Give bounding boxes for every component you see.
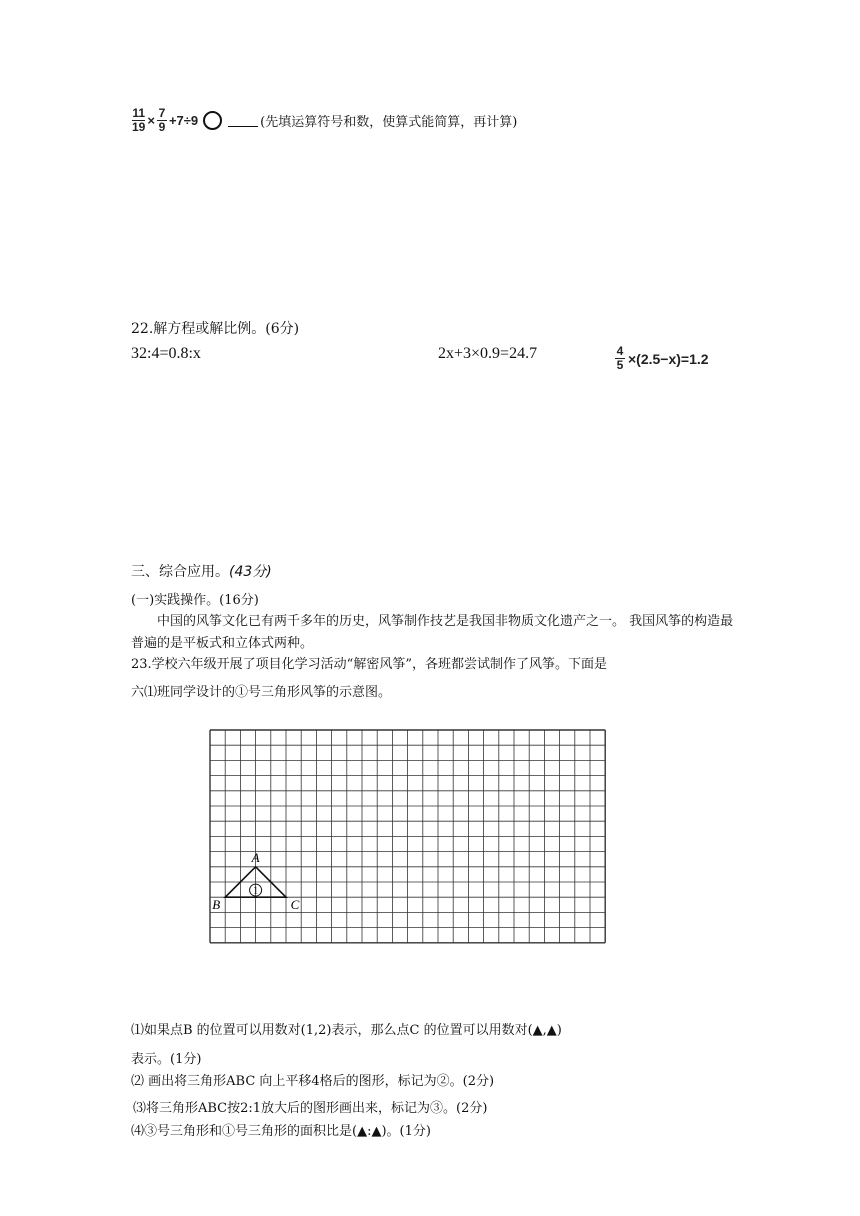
fraction-numerator: 7 [158, 105, 166, 120]
q23-line-1: 23.学校六年级开展了项目化学习活动“解密风筝”，各班都尝试制作了风筝。下面是 [131, 657, 607, 672]
number-answer-blank[interactable] [228, 114, 258, 127]
q22-equation-1: 32:4=0.8:x [131, 345, 201, 362]
kite-grid-figure[interactable] [200, 720, 620, 950]
practice-subheading: (一)实践操作。(16分) [131, 593, 259, 608]
sub-question-4: ⑷③号三角形和①号三角形的面积比是(▲:▲)。(1分) [131, 1124, 431, 1139]
section-3-score: (43分) [229, 564, 272, 580]
sub-question-1-line-2: 表示。(1分) [131, 1052, 202, 1067]
grid-lines [210, 730, 605, 943]
intro-line-1: 中国的风筝文化已有两千多年的历史，风筝制作技艺是我国非物质文化遗产之一。 我国风筝的构造最 [157, 614, 734, 629]
q22-equation-2: 2x+3×0.9=24.7 [438, 345, 538, 362]
fraction-11-19 [132, 107, 145, 134]
times-sign: × [147, 112, 155, 128]
expression-rest: +7÷9 [168, 112, 199, 128]
expression-hint: (先填运算符号和数，使算式能简算，再计算) [260, 114, 518, 130]
q22-equation-3 [614, 345, 709, 372]
vertex-label-b: B [212, 897, 221, 913]
fraction-4-5 [615, 345, 625, 372]
vertex-label-c: C [290, 897, 300, 913]
triangle-number-label: 1 [253, 885, 259, 897]
sub-question-2: ⑵ 画出将三角形ABC 向上平移4格后的图形，标记为②。(2分) [131, 1074, 495, 1089]
equation-3-rest: ×(2.5−x)=1.2 [628, 350, 709, 367]
fraction-denominator: 5 [616, 358, 624, 372]
sub-question-1-line-1: ⑴如果点B 的位置可以用数对(1,2)表示，那么点C 的位置可以用数对(▲,▲) [131, 1023, 562, 1038]
fraction-numerator: 11 [132, 105, 146, 120]
section-3-title: 三、综合应用。 [131, 564, 229, 580]
fraction-denominator: 9 [158, 119, 166, 134]
q22-title: 22.解方程或解比例。(6分) [131, 321, 300, 337]
fraction-denominator: 19 [132, 119, 146, 134]
fraction-expression [131, 100, 517, 140]
fraction-7-9 [157, 107, 167, 134]
vertex-label-a: A [251, 849, 260, 865]
section-3-heading [131, 561, 272, 581]
operator-circle-blank[interactable] [203, 111, 222, 130]
q23-line-2: 六⑴班同学设计的①号三角形风筝的示意图。 [131, 685, 392, 700]
fraction-numerator: 4 [616, 344, 624, 358]
intro-line-2: 普遍的是平板式和立体式两种。 [131, 636, 314, 651]
sub-question-3: ⑶将三角形ABC按2:1放大后的图形画出来，标记为③。(2分) [133, 1101, 488, 1116]
